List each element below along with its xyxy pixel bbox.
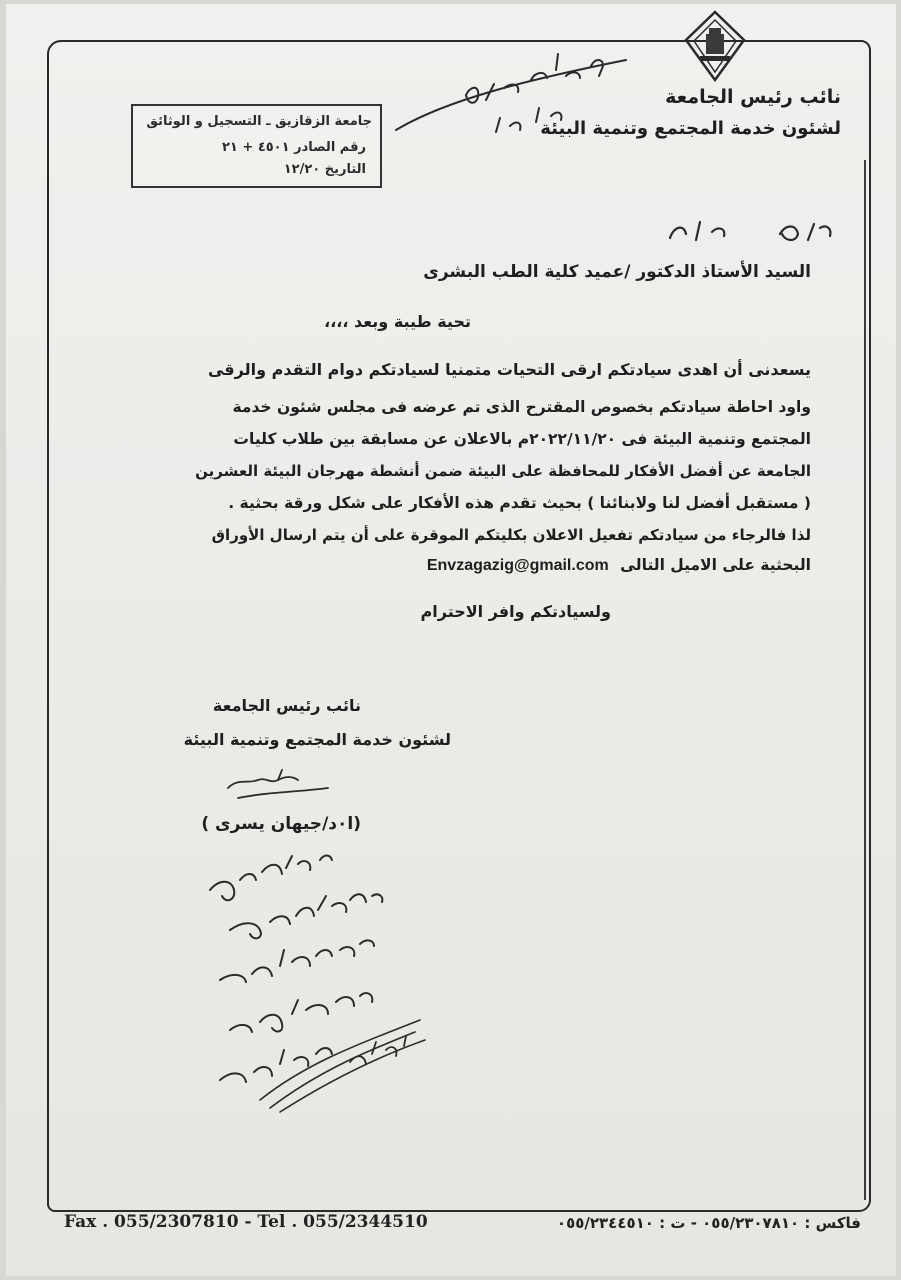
addressee-line: السيد الأستاذ الدكتور /عميد كلية الطب البشرى [423, 262, 811, 282]
footer-contact-arabic: فاكس : ٠٥٥/٢٣٠٧٨١٠ - ت : ٠٥٥/٢٣٤٤٥١٠ [556, 1214, 861, 1232]
intro-line: يسعدنى أن اهدى سيادتكم ارقى التحيات متمنيا لسيادتكم دوام التقدم والرقى [207, 360, 811, 379]
stamp-line-university: جامعة الزقازيق ـ التسجيل و الوثائق [146, 114, 372, 129]
body-line-4: ( مستقبل أفضل لنا ولابنائنا ) بحيث تقدم هذه الأفكار على شكل ورقة بحثية . [228, 494, 811, 512]
handwritten-reference-number [386, 40, 636, 150]
registry-stamp [131, 104, 382, 188]
email-intro-text: البحثية على الاميل التالى [620, 556, 811, 574]
body-line-2: المجتمع وتنمية البيئة فى ٢٠٢٢/١١/٢٠م بالاعلان عن مسابقة بين طلاب كليات [233, 430, 811, 448]
handwritten-referral-notes [200, 850, 460, 1120]
footer-contact-english: Fax . 055/2307810 - Tel . 055/2344510 [64, 1212, 428, 1232]
email-address[interactable]: Envzagazig@gmail.com [426, 557, 609, 574]
greeting-line: تحية طيبة وبعد ،،،، [324, 312, 471, 331]
signature-title: نائب رئيس الجامعة [212, 696, 361, 715]
body-line-5: لذا فالرجاء من سيادتكم تفعيل الاعلان بكليتكم الموقرة على أن يتم ارسال الأوراق [211, 526, 811, 544]
closing-line: ولسيادتكم وافر الاحترام [420, 602, 611, 621]
header-title: نائب رئيس الجامعة [665, 86, 841, 108]
stamp-line-date: التاريخ ١٢/٢٠ [283, 162, 366, 177]
header-subtitle: لشئون خدمة المجتمع وتنمية البيئة [540, 118, 841, 139]
handwritten-signature [218, 766, 338, 806]
handwritten-margin-note [660, 210, 840, 250]
signature-subtitle: لشئون خدمة المجتمع وتنمية البيئة [183, 730, 451, 749]
body-line-6 [427, 556, 811, 575]
body-line-3: الجامعة عن أفضل الأفكار للمحافظة على البيئة ضمن أنشطة مهرجان البيئة العشرين [195, 462, 811, 480]
body-line-1: واود احاطة سيادتكم بخصوص المقترح الذى تم عرضه فى مجلس شئون خدمة [232, 398, 811, 416]
signatory-name: (ا٠د/جيهان يسرى ) [201, 814, 361, 834]
stamp-line-outgoing-number: رقم الصادر ٤٥٠١ + ٢١ [221, 140, 366, 155]
zagazig-university-logo-icon [682, 10, 748, 82]
